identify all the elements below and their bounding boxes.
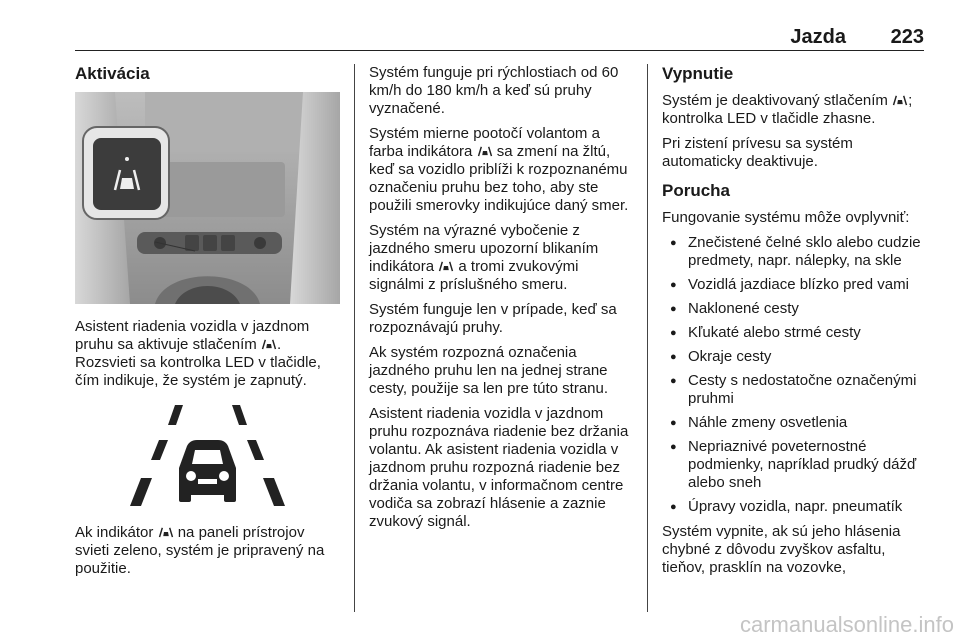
list-item: ● Úpravy vozidla, napr. pneumatík	[662, 498, 927, 516]
heading-fault: Porucha	[662, 181, 731, 200]
heading-deactivation: Vypnutie	[662, 64, 734, 83]
departure-warning-paragraph: Systém na výrazné vybočenie z jazdného smeru upozorní blikaním indikátora a tromi zvukovými signálmi z príslušného smeru.	[369, 222, 599, 293]
activation-paragraph-1: Asistent riadenia vozidla v jazdnom pruhu sa aktivuje stlačením . Rozsvieti sa kontrolka LED v tlačidle, čím indikuje, že systém je zapnutý.	[75, 318, 321, 389]
deactivation-paragraph: Systém je deaktivovaný stlačením ; kontrolka LED v tlačidle zhasne.	[662, 92, 913, 127]
lane-assist-icon	[892, 94, 908, 106]
dashboard-button-photo	[75, 92, 340, 304]
lane-assist-icon	[438, 260, 454, 272]
header-rule	[75, 50, 924, 51]
switch-off-paragraph: Systém vypnite, ak sú jeho hlásenia chybné z dôvodu zvyškov asfaltu, tieňov, prasklín na vozovke,	[662, 523, 901, 576]
trailer-paragraph: Pri zistení prívesu sa systém automaticky deaktivuje.	[662, 135, 853, 170]
steering-correction-paragraph: Systém mierne pootočí volantom a farba indikátora sa zmení na žltú, keď sa vozidlo priblíži k rozpoznanému označeniu pruhu bez toho, aby ste použili smerovky indikujúce daný smer.	[369, 125, 629, 214]
list-item: ● Náhle zmeny osvetlenia	[662, 414, 927, 432]
lane-assist-icon	[477, 145, 493, 157]
heading-activation: Aktivácia	[75, 64, 150, 83]
lane-assist-icon	[261, 338, 277, 350]
lanes-detected-paragraph: Systém funguje len v prípade, keď sa rozpoznávajú pruhy.	[369, 301, 617, 336]
list-item: ● Naklonené cesty	[662, 300, 927, 318]
list-item: ● Cesty s nedostatočne označenými pruhmi	[662, 372, 927, 408]
speed-range-paragraph: Systém funguje pri rýchlostiach od 60 km/h do 180 km/h a keď sú pruhy vyznačené.	[369, 64, 619, 117]
list-item: ● Znečistené čelné sklo alebo cudzie predmety, napr. nálepky, na skle	[662, 234, 927, 270]
column-1	[75, 64, 340, 585]
header-page-number: 223	[890, 26, 924, 48]
list-item: ● Kľukaté alebo strmé cesty	[662, 324, 927, 342]
watermark: carmanualsonline.info	[739, 612, 954, 637]
fault-conditions-list	[662, 234, 927, 516]
one-side-paragraph: Ak systém rozpozná označenia jazdného pruhu len na jednej strane cesty, použije sa len pre túto stranu.	[369, 344, 609, 397]
column-2	[369, 64, 635, 538]
lane-assist-indicator-icon	[75, 400, 340, 510]
page-header	[75, 26, 924, 52]
hands-off-paragraph: Asistent riadenia vozidla v jazdnom pruhu rozpoznáva riadenie bez držania volantu. Ak asistent riadenia vozidla v jazdnom pruhu rozpozná riadenie bez držania volantu, v informačnom centre vodiča sa zobrazí hlásenie a zaznie zvukový signál.	[369, 405, 629, 530]
fault-intro-paragraph: Fungovanie systému môže ovplyvniť:	[662, 209, 910, 226]
lane-assist-icon	[158, 526, 174, 538]
column-divider-2	[647, 64, 648, 612]
header-section-title: Jazda	[790, 26, 846, 48]
list-item: ● Nepriaznivé poveternostné podmienky, napríklad prudký dážď alebo sneh	[662, 438, 927, 492]
list-item: ● Vozidlá jazdiace blízko pred vami	[662, 276, 927, 294]
column-divider-1	[354, 64, 355, 612]
column-3	[662, 64, 927, 584]
activation-paragraph-2: Ak indikátor na paneli prístrojov svieti zeleno, systém je pripravený na použitie.	[75, 524, 325, 577]
list-item: ● Okraje cesty	[662, 348, 927, 366]
